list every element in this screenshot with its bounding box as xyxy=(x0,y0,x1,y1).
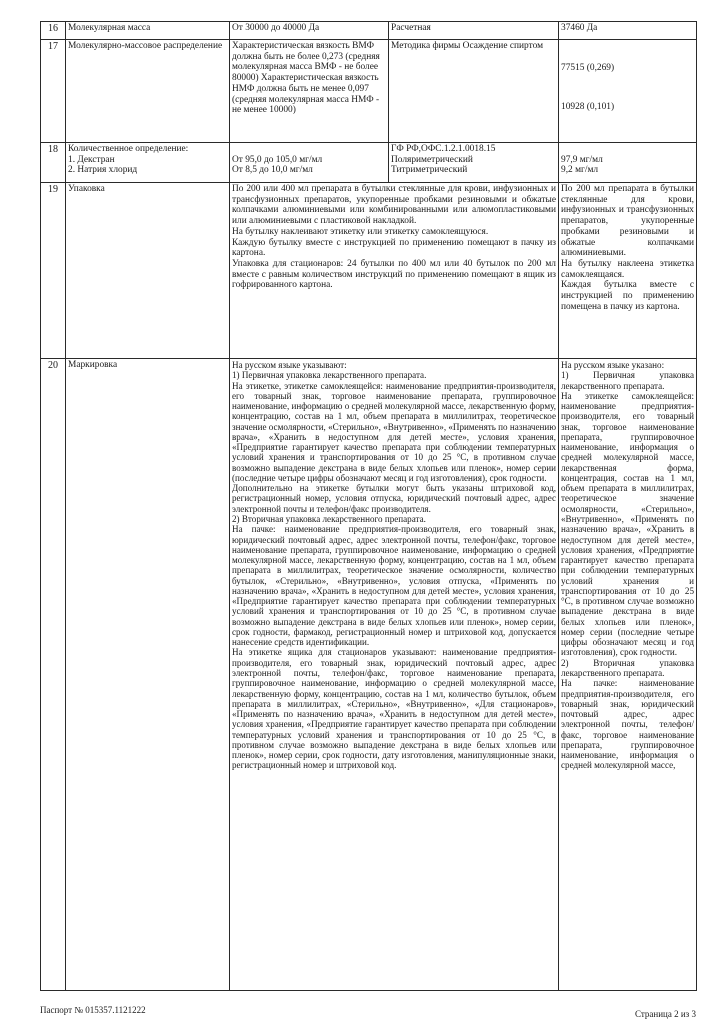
result-value: 97,9 мг/мл xyxy=(561,154,603,165)
row-number: 16 xyxy=(41,22,66,40)
row-number: 20 xyxy=(41,359,66,991)
result-cell: 37460 Да xyxy=(559,22,697,40)
spec-table xyxy=(40,21,697,991)
method-cell: Расчетная xyxy=(389,22,559,40)
table-row xyxy=(41,40,697,143)
requirement-paragraph: На русском языке указывают: xyxy=(232,360,347,370)
passport-number: Паспорт № 015357.1121222 xyxy=(40,1005,146,1015)
result-paragraph: На пачке: наименование предприятия-производителя, его товарный знак, юридический почтовый адрес, адрес электронной почты, телефон/факс, торговое наименование препарата, группировочное наименование, информация о средней молекулярной массе, xyxy=(561,678,694,771)
method-cell: Методика фирмы Осаждение спиртом xyxy=(389,40,559,143)
result-value: 10928 (0,101) xyxy=(561,101,615,112)
requirement-paragraph: На этикетке, этикетке самоклеящейся: наименование предприятия-производителя, его товарный знак, торговое наименование препарата, группировочное наименование, информацию о средней молекулярной массе, лекарственную форму, концентрацию, состав на 1 мл, объем препарата в миллилитрах, теоретическое значение осмолярности, «Стерильно», «Внутривенно», «Применять по назначению врача», «Хранить в недоступном для детей месте», условия хранения, «Предприятие гарантирует качество препарата при соблюдении температурных условий хранения и транспортирования от 10 до 25 °С, в противном случае возможно выпадение декстрана в виде белых хлопьев или пленок», номер серии (последние четыре цифры обозначают месяц и год изготовления), срок годности. xyxy=(232,380,557,483)
page-number: Страница 2 из 3 xyxy=(635,1009,696,1019)
requirement-paragraph: Дополнительно на этикетке бутылки могут быть указаны штриховой код, регистрационный номер, условия отпуска, юридический почтовый адрес, адрес электронной почты и телефон/факс производителя. xyxy=(232,483,556,514)
requirement-heading: 2) Вторичная упаковка лекарственного препарата. xyxy=(232,513,426,524)
result-value: 77515 (0,269) xyxy=(561,63,615,73)
table-row xyxy=(41,22,697,40)
result-cell xyxy=(559,143,697,183)
row-number: 19 xyxy=(41,183,66,359)
method-cell xyxy=(389,143,559,183)
result-value: 9,2 мг/мл xyxy=(561,165,599,176)
requirement-paragraph: На бутылку наклеивают этикетку или этикетку самоклеящуюся. xyxy=(232,226,489,237)
parameter-cell xyxy=(66,143,230,183)
requirement-value: От 8,5 до 10,0 мг/мл xyxy=(232,165,313,176)
requirement-cell xyxy=(230,143,389,183)
requirement-paragraph: На пачке: наименование предприятия-производителя, его товарный знак, юридический почтовый адрес, адрес электронной почты, телефон/факс, торговое наименование препарата, группировочное наименование, информацию о средней молекулярной массе, лекарственную форму, концентрацию, состав на 1 мл, объем препарата в миллилитрах, теоретическое значение осмолярности, количество бутылок, «Стерильно», «Внутривенно», условия отпуска, «Применять по назначению врача», «Хранить в недоступном для детей месте», условия хранения, «Предприятие гарантирует качество препарата при соблюдении температурных условий хранения и транспортирования от 10 до 25 °С, в противном случае возможно выпадение декстрана в виде белых хлопьев или пленок», номер серии, срок годности, фармакод, регистрационный номер и штриховой код, допускается нанесение средств идентификации. xyxy=(232,524,556,648)
requirement-paragraph: По 200 или 400 мл препарата в бутылки стеклянные для крови, инфузионных и трансфузионных препаратов, укупоренные пробками резиновыми и обжатые колпачками алюминиевыми или комбинированными или алюмопластиковыми или алюминиевыми с пластиковой накладкой. xyxy=(232,184,556,227)
result-cell xyxy=(559,359,697,991)
method-title: ГФ РФ,ОФС.1.2.1.0018.15 xyxy=(391,144,496,154)
method-value: Поляриметрический xyxy=(391,154,473,165)
requirement-paragraph: На этикетке ящика для стационаров указывают: наименование предприятия-производителя, его товарный знак, юридический почтовый адрес, адрес электронной почты, телефон/факс, торговое наименование препарата, группировочное наименование, информацию о средней молекулярной массе, лекарственную форму, концентрацию, состав на 1 мл, количество бутылок, объем препарата в миллилитрах, «Стерильно», «Внутривенно», «Для стационаров», «Применять по назначению врача», «Хранить в недоступном для детей месте», условия хранения, «Предприятие гарантирует качество препарата при соблюдении температурных условий хранения и транспортирования от 10 до 25 °С, в противном случае возможно выпадение декстрана в виде белых хлопьев или пленок», номер серии, срок годности, дату изготовления, манипуляционные знаки, регистрационный номер и штриховой код. xyxy=(232,647,556,771)
requirement-cell: Характеристическая вязкость ВМФ должна быть не более 0,273 (средняя молекулярная масса ВМФ - не более 80000) Характеристическая вязкость НМФ должна быть не менее 0,097 (средняя молекулярная масса НМФ - не менее 10000) xyxy=(230,40,389,143)
result-cell xyxy=(559,183,697,359)
row-number: 17 xyxy=(41,40,66,143)
result-heading: 2) Вторичная упаковка лекарственного препарата. xyxy=(561,657,694,678)
parameter-cell: Маркировка xyxy=(66,359,230,991)
result-paragraph: По 200 мл препарата в бутылки стеклянные для крови, инфузионных и трансфузионных препаратов, укупоренные пробками резиновыми и обжатые колпачками алюминиевыми. xyxy=(561,184,694,259)
parameter-item: 2. Натрия хлорид xyxy=(68,165,138,176)
result-paragraph: На русском языке указано: xyxy=(561,360,665,370)
result-heading: 1) Первичная упаковка лекарственного препарата. xyxy=(561,370,694,391)
result-paragraph: На бутылку наклеена этикетка самоклеящаяся. xyxy=(561,259,694,280)
parameter-cell: Молекулярная масса xyxy=(66,22,230,40)
requirement-paragraph: Каждую бутылку вместе с инструкцией по применению помещают в пачку из картона. xyxy=(232,237,556,259)
requirement-heading: 1) Первичная упаковка лекарственного препарата. xyxy=(232,370,427,381)
table-row xyxy=(41,359,697,991)
result-paragraph: На этикетке самоклеящейся: наименование предприятия-производителя, его товарный знак, торговое наименование препарата, группировочное наименование, информация о средней молекулярной массе, лекарственная форма, концентрация, состав на 1 мл, объем препарата в миллилитрах, теоретическое значение осмолярности, «Стерильно», «Внутривенно», «Применять по назначению врача», «Хранить в недоступном для детей месте», условия хранения, «Предприятие гарантирует качество препарата при соблюдении температурных условий хранения и транспортирования от 10 до 25 °С, в противном случае возможно выпадение декстрана в виде белых хлопьев или пленок», номер серии (последние четыре цифры обозначают месяц и год изготовления), срок годности. xyxy=(561,390,694,658)
parameter-cell: Упаковка xyxy=(66,183,230,359)
table-row xyxy=(41,183,697,359)
row-number: 18 xyxy=(41,143,66,183)
requirement-value: От 95,0 до 105,0 мг/мл xyxy=(232,154,323,165)
requirement-paragraph: Упаковка для стационаров: 24 бутылки по 400 мл или 40 бутылок по 200 мл вместе с равным количеством инструкций по применению помещают в ящик из гофрированного картона. xyxy=(232,259,556,291)
requirement-cell xyxy=(230,183,559,359)
result-paragraph: Каждая бутылка вместе с инструкцией по применению помещена в пачку из картона. xyxy=(561,280,694,312)
parameter-cell: Молекулярно-массовое распределение xyxy=(66,40,230,143)
requirement-cell xyxy=(230,359,559,991)
result-cell xyxy=(559,40,697,143)
table-row xyxy=(41,143,697,183)
requirement-cell: От 30000 до 40000 Да xyxy=(230,22,389,40)
method-value: Титриметрический xyxy=(391,165,468,176)
parameter-title: Количественное определение: xyxy=(68,144,189,154)
parameter-item: 1. Декстран xyxy=(68,154,115,165)
